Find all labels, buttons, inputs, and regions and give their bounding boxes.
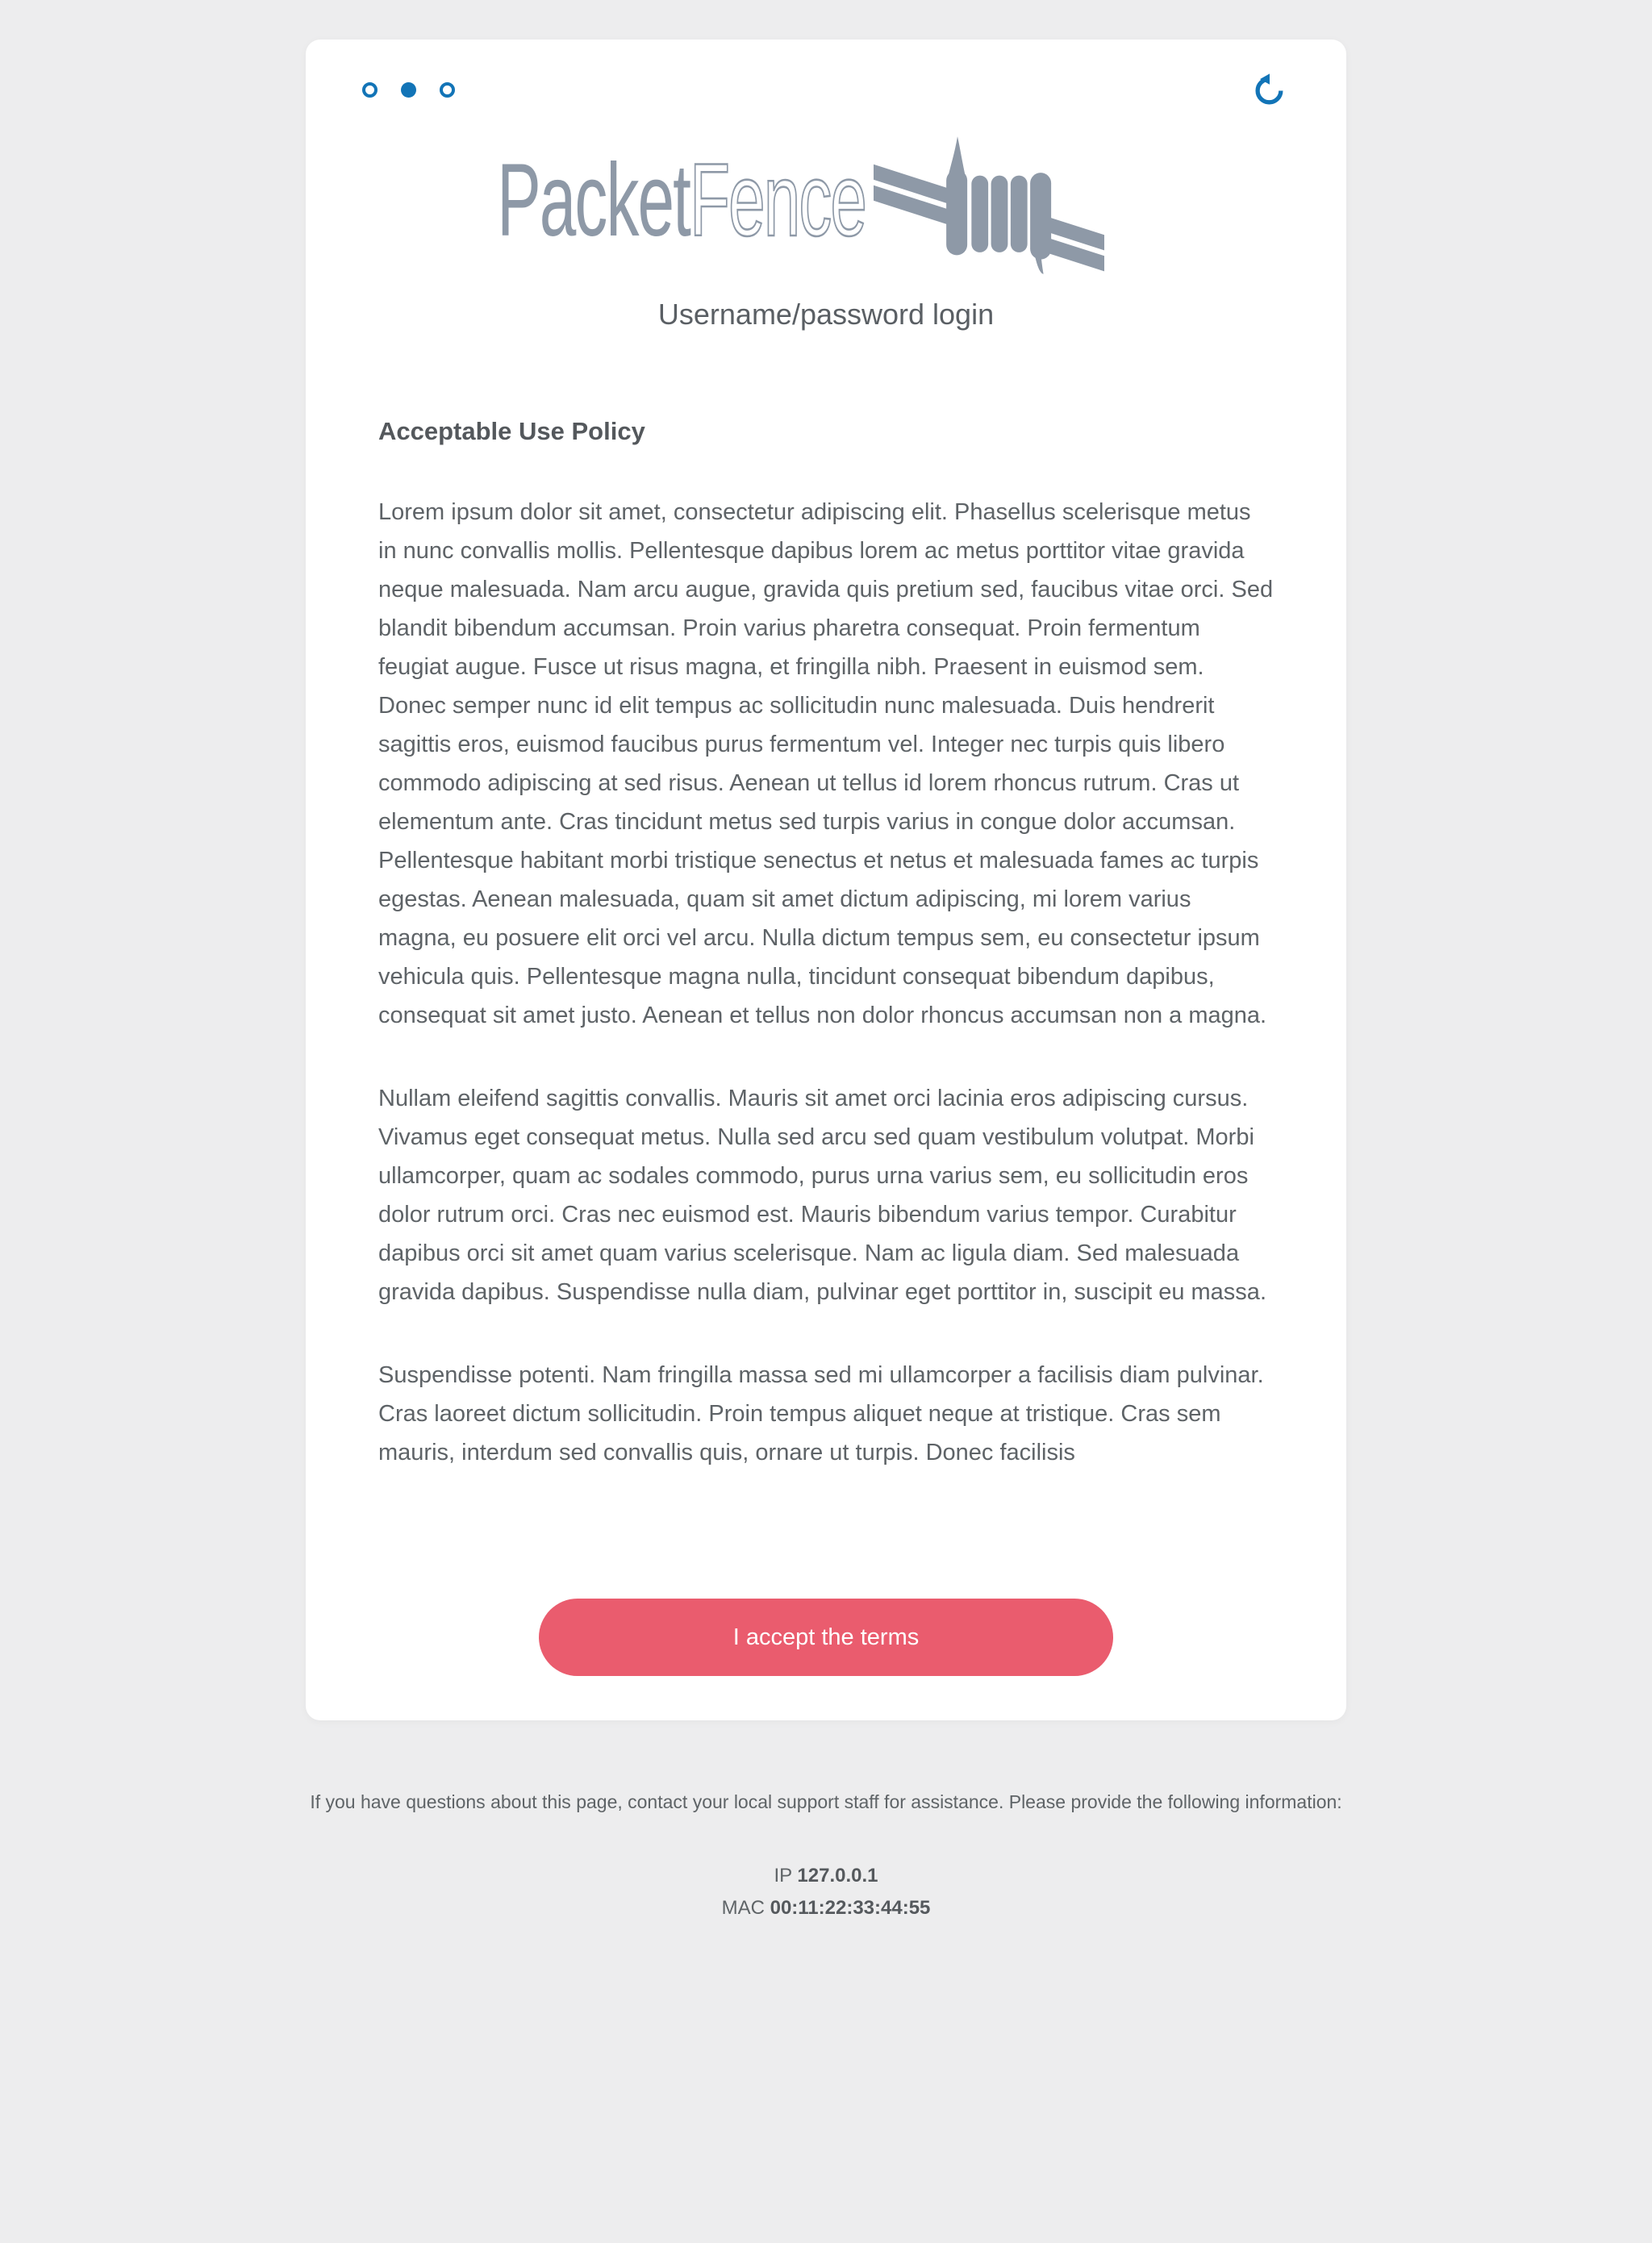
refresh-button[interactable]: [1248, 69, 1290, 110]
aup-paragraph: Suspendisse potenti. Nam fringilla massa sed mi ullamcorper a facilisis diam pulvinar. Cras laoreet dictum sollicitudin. Proin tempus aliquet neque at tristique. Cras sem mauris, interdum sed convallis quis, ornare ut turpis. Donec facilisis: [378, 1362, 1264, 1465]
accept-row: [351, 1599, 1301, 1676]
carousel-dot-1[interactable]: [362, 82, 378, 98]
packetfence-logo: [497, 133, 1104, 277]
mac-value: 00:11:22:33:44:55: [770, 1897, 931, 1919]
mac-label: MAC: [721, 1897, 765, 1919]
logo-text-fence: Fence: [689, 142, 866, 258]
captive-portal-page: [0, 40, 1652, 1924]
aup-paragraph: Nullam eleifend sagittis convallis. Mauris sit amet orci lacinia eros adipiscing cursus. Vivamus eget consequat metus. Nulla sed arcu sed quam vestibulum volutpat. Morbi ullamcorper, quam ac sodales commodo, purus urna varius sem, eu sollicitudin eros dolor rutrum orci. Cras nec euismod est. Mauris bibendum varius tempor. Curabitur dapibus orci sit amet quam varius scelerisque. Nam ac ligula diam. Sed malesuada gravida dapibus. Suspendisse nulla diam, pulvinar eget porttitor in, suscipit eu massa.: [378, 1086, 1266, 1305]
refresh-icon: [1250, 71, 1287, 108]
aup-paragraph: Lorem ipsum dolor sit amet, consectetur adipiscing elit. Phasellus scelerisque metus in nunc convallis mollis. Pellentesque dapibus lorem ac metus porttitor vitae gravida neque malesuada. Nam arcu augue, gravida quis pretium sed, faucibus vitae orci. Sed blandit bibendum accumsan. Proin varius pharetra consequat. Proin fermentum feugiat augue. Fusce ut risus magna, et fringilla nibh. Praesent in euismod sem. Donec semper nunc id elit tempus ac sollicitudin nunc malesuada. Duis hendrerit sagittis eros, euismod faucibus purus fermentum vel. Integer nec turpis quis libero commodo adipiscing at sed risus. Aenean ut tellus id lorem rhoncus rutrum. Cras ut elementum ante. Cras tincidunt metus sed turpis varius in congue dolor accumsan. Pellentesque habitant morbi tristique senectus et netus et malesuada fames ac turpis egestas. Aenean malesuada, quam sit amet dictum adipiscing, mi lorem varius magna, eu posuere elit orci vel arcu. Nulla dictum tempus sem, eu consectetur ipsum vehicula quis. Pellentesque magna nulla, tincidunt consequat bibendum dapibus, consequat sit amet justo. Aenean et tellus non dolor rhoncus accumsan non a magna.: [378, 499, 1274, 1028]
card-topbar: [351, 69, 1301, 110]
barbed-wire-icon: [874, 135, 1104, 275]
carousel-dot-3[interactable]: [440, 82, 455, 98]
carousel-dots: [362, 82, 455, 98]
aup-text-scroll-area[interactable]: [351, 411, 1301, 1564]
ip-label: IP: [774, 1865, 792, 1887]
page-title: Username/password login: [657, 298, 995, 331]
ip-row: [0, 1860, 1652, 1892]
mac-row: [0, 1892, 1652, 1924]
packetfence-logo-text: [497, 142, 866, 258]
support-help-text: If you have questions about this page, contact your local support staff for assistance. Please provide the following information:: [310, 1791, 1342, 1812]
logo-text-packet: Packet: [497, 142, 690, 258]
ip-value: 127.0.0.1: [797, 1865, 878, 1887]
aup-heading: Acceptable Use Policy: [378, 417, 645, 445]
carousel-dot-2[interactable]: [401, 82, 416, 98]
portal-card: [306, 40, 1346, 1720]
accept-terms-button[interactable]: I accept the terms: [539, 1599, 1113, 1676]
network-info: [0, 1860, 1652, 1924]
